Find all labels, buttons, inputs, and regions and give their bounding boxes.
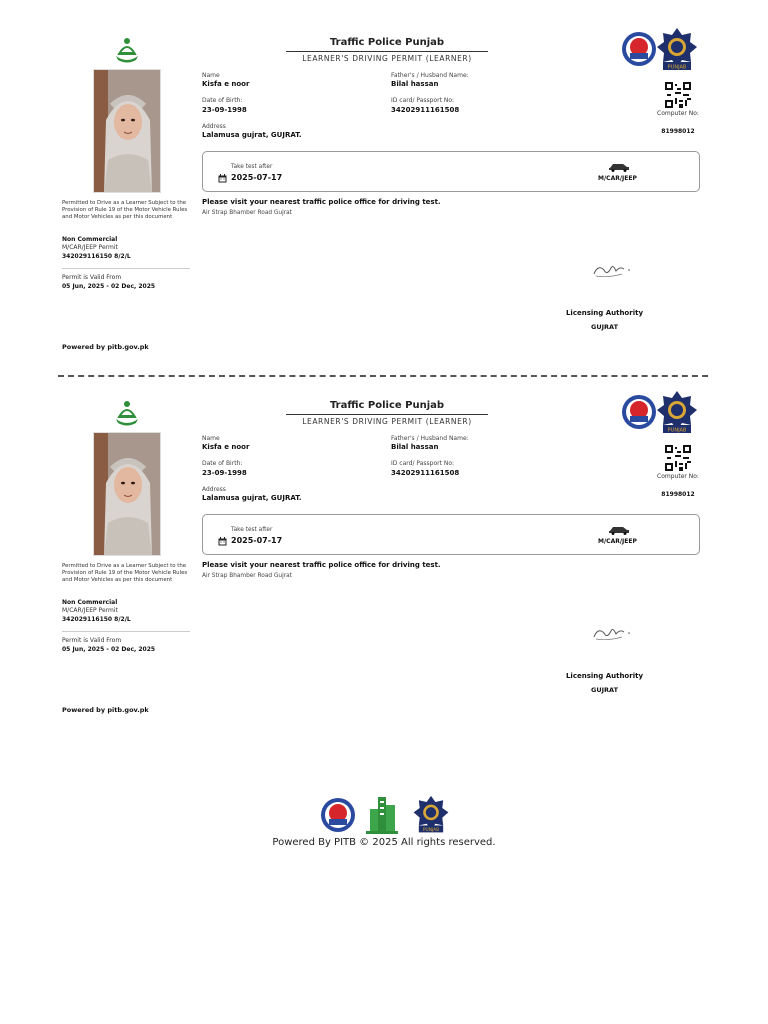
computer-no-value: 81998012 [661, 128, 695, 135]
vehicle-type: M/CAR/JEEP [598, 538, 637, 545]
test-location: Air Strap Bhamber Road Gujrat [202, 210, 292, 216]
permit-number: 342029116150 8/2/L [62, 253, 131, 260]
punjab-police-badge-icon [657, 27, 697, 73]
father-label: Father's / Husband Name: [391, 435, 469, 442]
divider [62, 268, 190, 269]
visit-message: Please visit your nearest traffic police office for driving test. [202, 198, 441, 206]
computer-no-label: Computer No: [657, 110, 699, 117]
licensing-authority-label: Licensing Authority [565, 309, 644, 317]
licensing-authority-label: Licensing Authority [565, 672, 644, 680]
cut-line-divider [58, 375, 708, 377]
dob-value: 23-09-1998 [202, 469, 247, 477]
qr-code-icon [665, 445, 691, 471]
traffic-police-emblem-icon [320, 797, 356, 833]
name-label: Name [202, 435, 220, 442]
svg-text:PUNJAB: PUNJAB [667, 64, 687, 71]
punjab-government-logo-icon [110, 397, 144, 427]
applicant-photo [93, 432, 161, 556]
permit-subtitle: LEARNER'S DRIVING PERMIT (LEARNER) [302, 54, 472, 63]
commercial-type: Non Commercial [62, 236, 118, 243]
test-after-date: 2025-07-17 [231, 173, 283, 182]
name-label: Name [202, 72, 220, 79]
car-icon [608, 525, 630, 535]
calendar-icon [218, 174, 227, 183]
test-location: Air Strap Bhamber Road Gujrat [202, 573, 292, 579]
valid-label: Permit is Valid From [62, 274, 122, 281]
name-value: Kisfa e noor [202, 80, 250, 88]
id-label: ID card/ Passport No: [391, 97, 455, 104]
divider [62, 631, 190, 632]
computer-no-value: 81998012 [661, 491, 695, 498]
traffic-police-emblem-icon [621, 394, 657, 430]
test-after-date: 2025-07-17 [231, 536, 283, 545]
permit-note: Permitted to Drive as a Learner Subject to the Provision of Rule 19 of the Motor Vehicle Rules and Motor Vehicles as per this document [62, 563, 188, 583]
dob-label: Date of Birth: [202, 97, 243, 104]
permit-number: 342029116150 8/2/L [62, 616, 131, 623]
test-date-box [202, 514, 700, 555]
test-date-box [202, 151, 700, 192]
address-label: Address [202, 486, 226, 493]
father-value: Bilal hassan [391, 80, 439, 88]
dob-label: Date of Birth: [202, 460, 243, 467]
address-value: Lalamusa gujrat, GUJRAT. [202, 494, 302, 502]
address-value: Lalamusa gujrat, GUJRAT. [202, 131, 302, 139]
permit-subtitle: LEARNER'S DRIVING PERMIT (LEARNER) [302, 417, 472, 426]
permit-kind: M/CAR/JEEP Permit [62, 607, 118, 614]
title-underline [286, 414, 488, 415]
id-value: 34202911161508 [391, 469, 460, 477]
name-value: Kisfa e noor [202, 443, 250, 451]
valid-label: Permit is Valid From [62, 637, 122, 644]
calendar-icon [218, 537, 227, 546]
licensing-authority-city: GUJRAT [591, 323, 618, 331]
permit-kind: M/CAR/JEEP Permit [62, 244, 118, 251]
permit-title: Traffic Police Punjab [329, 37, 445, 48]
traffic-police-emblem-icon [621, 31, 657, 67]
valid-range: 05 Jun, 2025 - 02 Dec, 2025 [62, 646, 156, 653]
title-underline [286, 51, 488, 52]
valid-range: 05 Jun, 2025 - 02 Dec, 2025 [62, 283, 156, 290]
permit-note: Permitted to Drive as a Learner Subject to the Provision of Rule 19 of the Motor Vehicle Rules and Motor Vehicles as per this document [62, 200, 188, 220]
test-after-label: Take test after [231, 527, 273, 533]
address-label: Address [202, 123, 226, 130]
permit-copy-1 [0, 26, 768, 386]
permit-copy-2 [0, 389, 768, 749]
powered-by-pitb: Powered by pitb.gov.pk [62, 706, 149, 714]
dob-value: 23-09-1998 [202, 106, 247, 114]
punjab-government-logo-icon [110, 34, 144, 64]
visit-message: Please visit your nearest traffic police office for driving test. [202, 561, 441, 569]
punjab-police-badge-icon [657, 390, 697, 436]
father-label: Father's / Husband Name: [391, 72, 469, 79]
licensing-authority-city: GUJRAT [591, 686, 618, 694]
powered-by-pitb: Powered by pitb.gov.pk [62, 343, 149, 351]
footer-logos [320, 795, 452, 835]
applicant-photo [93, 69, 161, 193]
pitb-building-logo-icon [364, 795, 400, 835]
qr-code-icon [665, 82, 691, 108]
punjab-police-badge-icon [412, 795, 450, 835]
svg-text:PUNJAB: PUNJAB [667, 427, 687, 434]
signature-image [582, 238, 638, 294]
car-icon [608, 162, 630, 172]
father-value: Bilal hassan [391, 443, 439, 451]
test-after-label: Take test after [231, 164, 273, 170]
signature-image [582, 601, 638, 657]
vehicle-type: M/CAR/JEEP [598, 175, 637, 182]
permit-title: Traffic Police Punjab [329, 400, 445, 411]
footer-copyright: Powered By PITB © 2025 All rights reserved. [272, 837, 496, 848]
id-label: ID card/ Passport No: [391, 460, 455, 467]
svg-text:PUNJAB: PUNJAB [422, 828, 440, 834]
id-value: 34202911161508 [391, 106, 460, 114]
commercial-type: Non Commercial [62, 599, 118, 606]
computer-no-label: Computer No: [657, 473, 699, 480]
